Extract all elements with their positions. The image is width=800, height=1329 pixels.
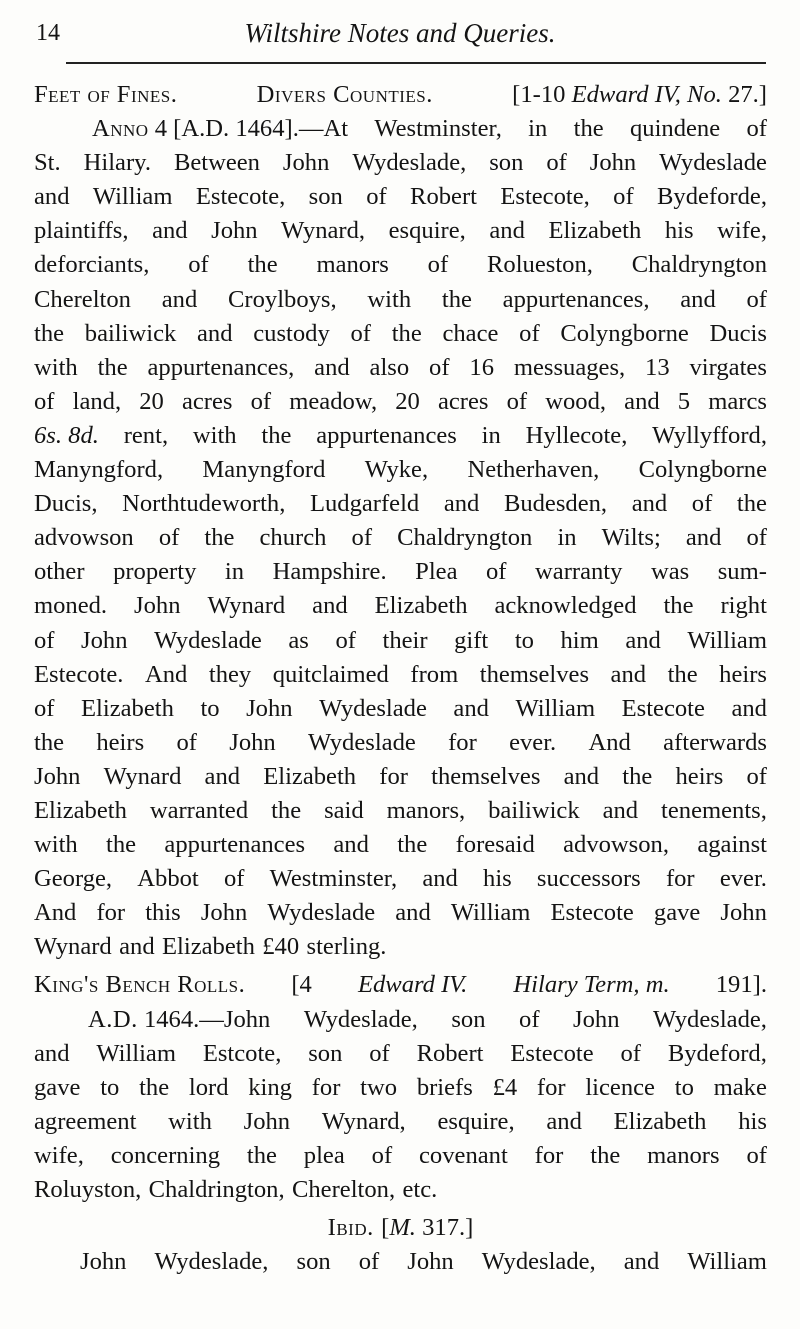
paragraph-line: the bailiwick and custody of the chace of Colyngborne Ducis [34,319,767,347]
paragraph-line: advowson of the church of Chaldryngton in Wilts; and of [34,524,767,552]
paragraph-line: of land, 20 acres of meadow, 20 acres of wood, and 5 marcs [34,387,767,415]
section-heading-ibid: Ibid. [M. 317.] [327,1214,474,1242]
anno-label: Anno 4 [A.D. 1464].—At [92,115,349,143]
paragraph-line: moned. John Wynard and Elizabeth acknowledged the right [34,592,767,620]
page-number: 14 [36,20,60,46]
paragraph-line: Manyngford, Manyngford Wyke, Netherhaven, Colyngborne [34,456,767,484]
paragraph-line: John Wynard and Elizabeth for themselves and the heirs of [34,762,767,790]
paragraph-line: other property in Hampshire. Plea of warranty was sum- [34,558,767,586]
paragraph-line: Roluyston, Chaldrington, Cherelton, etc. [34,1176,438,1203]
paragraph-line: deforciants, of the manors of Rolueston, Chaldryngton [34,251,767,279]
section-heading-kings-bench: King's Bench Rolls. [4 Edward IV. Hilary Term, m. 191]. [34,968,767,1002]
paragraph-line: with the appurtenances, and also of 16 messuages, 13 virgates [34,353,767,381]
paragraph-line: and William Estecote, son of Robert Estecote, of Bydeforde, [34,183,767,211]
paragraph-line: the heirs of John Wydeslade for ever. And afterwards [34,728,767,756]
section-body-feet-of-fines [34,146,767,964]
paragraph-line: with the appurtenances and the foresaid advowson, against [34,831,767,859]
date-label: A.D. 1464.—John [88,1005,271,1033]
paragraph-line: A.D. 1464.—John Wydeslade, son of John Wydeslade, [34,1003,767,1037]
paragraph-line: St. Hilary. Between John Wydeslade, son of John Wydeslade [34,149,767,177]
paragraph-line: of Elizabeth to John Wydeslade and William Estecote and [34,694,767,722]
heading-reference: [1-10 Edward IV, No. 27.] [512,81,767,108]
paragraph-line: Cherelton and Croylboys, with the appurtenances, and of [34,285,767,313]
paragraph-line: Ducis, Northtudeworth, Ludgarfeld and Budesden, and of the [34,490,767,518]
paragraph-line: of John Wydeslade as of their gift to him and William [34,626,767,654]
paragraph-line: gave to the lord king for two briefs £4 for licence to make [34,1073,767,1101]
heading-title: King's Bench Rolls. [34,971,246,999]
paragraph-line: Estecote. And they quitclaimed from themselves and the heirs [34,660,767,688]
header-rule [66,62,766,64]
paragraph-line: 6s. 8d. rent, with the appurtenances in Hyllecote, Wyllyfford, [34,421,767,449]
body-text [34,78,767,1279]
paragraph-line: Wynard and Elizabeth £40 sterling. [34,933,387,961]
paragraph-line: George, Abbot of Westminster, and his successors for ever. [34,865,767,893]
paragraph-line: agreement with John Wynard, esquire, and Elizabeth his [34,1107,767,1135]
section-body-ibid [34,1245,767,1279]
paragraph-line: wife, concerning the plea of covenant for the manors of [34,1141,767,1169]
paragraph-line: John Wydeslade, son of John Wydeslade, and William [80,1248,767,1276]
section-body-kings-bench [34,1037,767,1207]
paragraph-line: And for this John Wydeslade and William Estecote gave John [34,899,767,927]
paragraph-line: and William Estcote, son of Robert Estecote of Bydeford, [34,1039,767,1067]
section-heading-feet-of-fines [34,78,767,112]
paragraph-line: plaintiffs, and John Wynard, esquire, and Elizabeth his wife, [34,217,767,245]
running-head [36,18,764,54]
heading-subtitle: Divers Counties. [256,81,433,108]
paragraph-line: Elizabeth warranted the said manors, bailiwick and tenements, [34,796,767,824]
heading-title: Feet of Fines. [34,81,178,108]
journal-title: Wiltshire Notes and Queries. [244,18,556,48]
paragraph-line: Anno 4 [A.D. 1464].—At Westminster, in the quindene of [34,112,767,146]
